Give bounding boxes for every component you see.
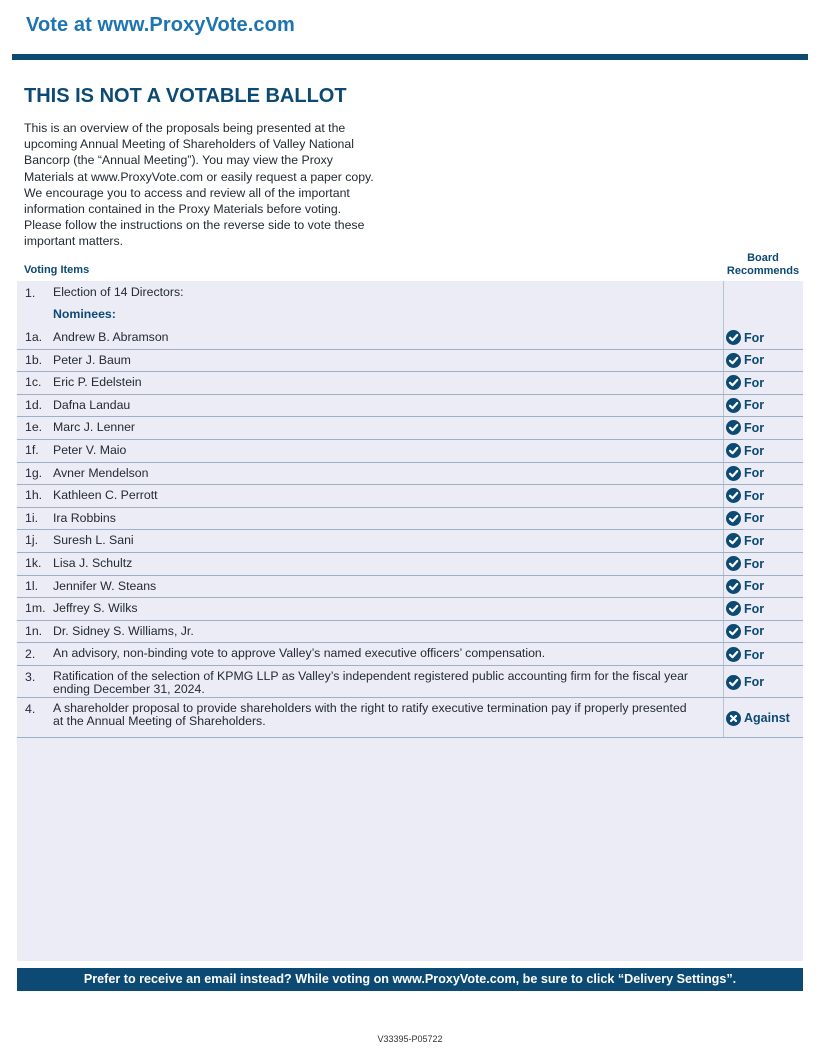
nominee-row — [17, 372, 803, 395]
board-header-line: Board — [747, 252, 779, 264]
board-recommendation — [726, 420, 764, 435]
board-recommendation — [726, 398, 764, 413]
check-circle-icon — [726, 556, 741, 571]
proposal-text — [53, 670, 719, 696]
nominee-name: Kathleen C. Perrott — [53, 488, 158, 503]
proposal-text: Election of 14 Directors: — [53, 285, 184, 299]
check-circle-icon — [726, 353, 741, 368]
proposal-text-line: ending December 31, 2024. — [53, 682, 205, 696]
recommendation-label: For — [744, 624, 765, 639]
recommendation-label: For — [744, 398, 765, 413]
nominee-name: Peter J. Baum — [53, 352, 131, 367]
board-recommendation — [726, 624, 764, 639]
recommendation-label: For — [744, 420, 765, 435]
nominee-row — [17, 508, 803, 531]
proposal-row — [17, 286, 803, 304]
check-circle-icon — [726, 579, 741, 594]
check-circle-icon — [726, 488, 741, 503]
intro-line: upcoming Annual Meeting of Shareholders of Valley National — [24, 137, 354, 152]
board-recommendation — [726, 556, 764, 571]
voting-items-table — [17, 281, 803, 961]
proposal-number: 1. — [25, 286, 36, 300]
nominees-heading-row — [17, 308, 803, 326]
header-rule — [12, 54, 808, 60]
notice-title: THIS IS NOT A VOTABLE BALLOT — [24, 85, 347, 107]
board-recommendation — [726, 647, 764, 662]
recommendation-label: For — [744, 601, 765, 616]
check-circle-icon — [726, 443, 741, 458]
proposal-text-line: A shareholder proposal to provide shareholders with the right to ratify executive termination pay if properly presented — [53, 701, 687, 715]
proposal-text-line: at the Annual Meeting of Shareholders. — [53, 714, 266, 728]
recommendation-label: For — [744, 443, 765, 458]
proposal-text — [53, 647, 719, 660]
recommendation-label: For — [744, 488, 765, 503]
nominee-name: Jeffrey S. Wilks — [53, 601, 138, 616]
column-header-voting-items: Voting Items — [24, 264, 90, 276]
nominee-number: 1h. — [25, 488, 43, 503]
proposal-text-line: An advisory, non-binding vote to approve Valley’s named executive officers’ compensation. — [53, 646, 546, 661]
recommendation-label: For — [744, 353, 765, 368]
proposal-row — [17, 643, 803, 666]
board-recommendation — [726, 488, 764, 503]
board-recommendation — [726, 601, 764, 616]
nominee-number: 1m. — [25, 601, 46, 616]
nominee-row — [17, 440, 803, 463]
recommendation-label: For — [744, 675, 765, 689]
check-circle-icon — [726, 601, 741, 616]
nominee-name: Suresh L. Sani — [53, 533, 134, 548]
nominee-number: 1k. — [25, 556, 42, 570]
intro-line: Please follow the instructions on the reverse side to vote these — [24, 218, 365, 233]
nominee-name: Avner Mendelson — [53, 465, 149, 480]
nominee-row — [17, 395, 803, 418]
recommendation-label: For — [744, 330, 765, 345]
nominee-name: Jennifer W. Steans — [53, 578, 157, 593]
intro-paragraph — [24, 120, 396, 250]
nominee-number: 1d. — [25, 397, 43, 412]
proposal-text-line: Ratification of the selection of KPMG LLP as Valley’s independent registered public accounting firm for the fiscal year — [53, 669, 689, 683]
recommendation-label: Against — [744, 711, 790, 725]
nominee-row — [17, 463, 803, 486]
board-recommendation — [726, 711, 790, 726]
nominee-number: 1l. — [25, 578, 38, 593]
board-header-line: Recommends — [726, 265, 800, 277]
board-recommendation — [726, 511, 764, 526]
intro-line: Materials at www.ProxyVote.com or easily request a paper copy. — [24, 169, 374, 184]
recommendation-label: For — [744, 511, 765, 526]
board-recommendation — [726, 443, 764, 458]
nominee-name: Marc J. Lenner — [53, 420, 136, 435]
nominee-row — [17, 485, 803, 508]
board-recommendation — [726, 330, 764, 345]
check-circle-icon — [726, 398, 741, 413]
footer-banner: Prefer to receive an email instead? While voting on www.ProxyVote.com, be sure to click “Delivery Settings”. — [17, 968, 803, 991]
check-circle-icon — [726, 511, 741, 526]
nominee-number: 1f. — [25, 443, 39, 457]
column-header-board-recommends — [722, 252, 804, 278]
board-recommendation — [726, 675, 764, 690]
intro-line: This is an overview of the proposals being presented at the — [24, 121, 346, 135]
x-circle-icon — [726, 711, 741, 726]
check-circle-icon — [726, 624, 741, 639]
recommendation-label: For — [744, 375, 765, 390]
intro-line: Bancorp (the “Annual Meeting”). You may view the Proxy — [24, 153, 333, 168]
intro-line: information contained in the Proxy Materials before voting. — [24, 202, 342, 217]
nominee-name: Lisa J. Schultz — [53, 556, 133, 570]
intro-line: important matters. — [24, 234, 124, 249]
nominee-row — [17, 530, 803, 553]
nominee-number: 1a. — [25, 330, 43, 344]
nominee-number: 1j. — [25, 533, 38, 548]
check-circle-icon — [726, 375, 741, 390]
nominee-name: Ira Robbins — [53, 510, 116, 525]
nominee-name: Peter V. Maio — [53, 443, 127, 457]
nominee-number: 1b. — [25, 352, 43, 367]
proposal-row — [17, 698, 803, 738]
nominee-name: Dr. Sidney S. Williams, Jr. — [53, 623, 194, 638]
board-recommendation — [726, 533, 764, 548]
header-title[interactable]: Vote at www.ProxyVote.com — [26, 14, 295, 36]
nominee-number: 1c. — [25, 375, 42, 390]
nominee-number: 1g. — [25, 465, 43, 480]
nominee-number: 1i. — [25, 510, 38, 525]
check-circle-icon — [726, 533, 741, 548]
nominee-name: Dafna Landau — [53, 397, 131, 412]
check-circle-icon — [726, 466, 741, 481]
check-circle-icon — [726, 330, 741, 345]
nominee-row — [17, 598, 803, 621]
board-recommendation — [726, 375, 764, 390]
check-circle-icon — [726, 647, 741, 662]
intro-line: We encourage you to access and review all of the important — [24, 185, 350, 200]
recommendation-label: For — [744, 533, 765, 548]
proposal-text — [53, 702, 719, 728]
recommendation-label: For — [744, 647, 765, 662]
board-recommendation — [726, 579, 764, 594]
check-circle-icon — [726, 675, 741, 690]
nominee-number: 1e. — [25, 420, 43, 435]
proposal-number: 3. — [25, 670, 36, 684]
board-recommendation — [726, 353, 764, 368]
recommendation-label: For — [744, 579, 765, 594]
nominee-row — [17, 417, 803, 440]
nominee-number: 1n. — [25, 623, 43, 638]
proposal-row — [17, 666, 803, 698]
nominee-row — [17, 576, 803, 599]
nominee-name: Andrew B. Abramson — [53, 330, 169, 344]
nominee-row — [17, 350, 803, 373]
nominee-row — [17, 553, 803, 576]
check-circle-icon — [726, 420, 741, 435]
recommendation-label: For — [744, 466, 765, 481]
document-code: V33395-P05722 — [377, 1034, 443, 1044]
nominee-row — [17, 327, 803, 350]
proposal-number: 4. — [25, 702, 36, 716]
nominees-label: Nominees: — [53, 307, 116, 321]
proposal-number: 2. — [25, 647, 36, 662]
nominee-name: Eric P. Edelstein — [53, 375, 142, 390]
nominee-row — [17, 621, 803, 644]
board-recommendation — [726, 466, 764, 481]
recommendation-label: For — [744, 556, 765, 571]
